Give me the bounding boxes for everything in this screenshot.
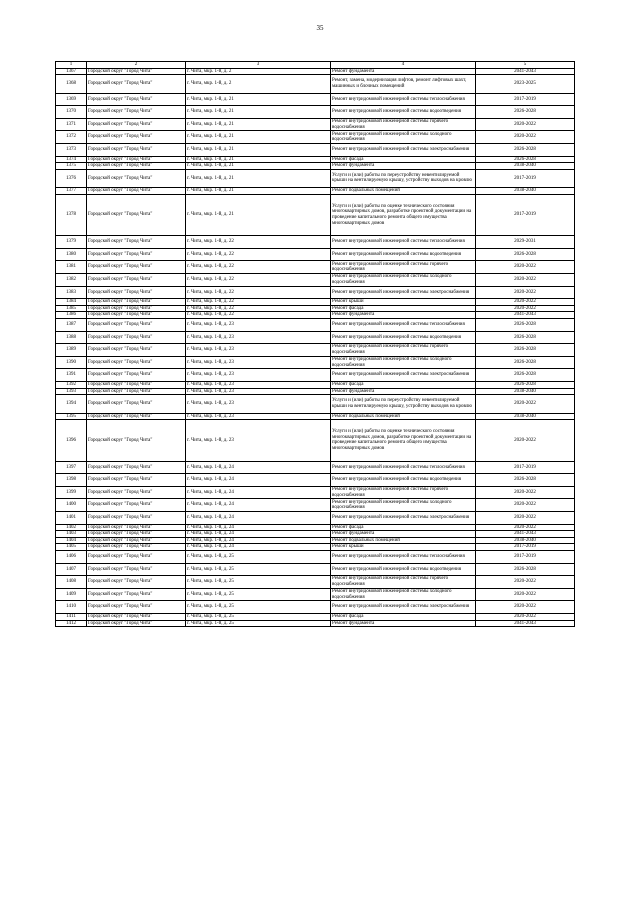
municipality-cell: Городской округ "Город Чита" [87, 356, 186, 369]
table-row [56, 169, 575, 187]
row-number-cell: 1378 [56, 194, 87, 236]
address-cell: г. Чита, мкр. 1-й, д. 25 [186, 588, 331, 601]
period-cell: 2020-2022 [476, 524, 575, 531]
row-number-cell: 1403 [56, 531, 87, 538]
municipality-cell: Городской округ "Город Чита" [87, 75, 186, 93]
period-cell: 2026-2028 [476, 106, 575, 119]
period-cell: 2038-2040 [476, 537, 575, 544]
table-row [56, 163, 575, 170]
row-number-cell: 1411 [56, 613, 87, 620]
row-number-cell: 1369 [56, 93, 87, 106]
address-cell: г. Чита, мкр. 1-й, д. 23 [186, 331, 331, 344]
municipality-cell: Городской округ "Город Чита" [87, 388, 186, 395]
work-type-cell: Ремонт, замена, модернизация лифтов, ремонт лифтовых шахт, машинных и блочных помещений [331, 75, 476, 93]
municipality-cell: Городской округ "Город Чита" [87, 474, 186, 487]
work-type-cell: Ремонт внутридомовой инженерной системы водоотведения [331, 563, 476, 576]
work-type-cell: Ремонт внутридомовой инженерной системы горячего водоснабжения [331, 344, 476, 357]
table-row [56, 156, 575, 163]
municipality-cell: Городской округ "Город Чита" [87, 381, 186, 388]
municipality-cell: Городской округ "Город Чита" [87, 299, 186, 306]
period-cell: 2038-2040 [476, 388, 575, 395]
table-row [56, 537, 575, 544]
table-row [56, 381, 575, 388]
table-row [56, 531, 575, 538]
work-type-cell: Ремонт внутридомовой инженерной системы теплоснабжения [331, 93, 476, 106]
table-row [56, 395, 575, 413]
period-cell: 2020-2022 [476, 118, 575, 131]
address-cell: г. Чита, мкр. 1-й, д. 24 [186, 537, 331, 544]
work-type-cell: Ремонт фундамента [331, 388, 476, 395]
work-type-cell: Ремонт внутридомовой инженерной системы водоотведения [331, 331, 476, 344]
row-number-cell: 1391 [56, 369, 87, 382]
table-row [56, 420, 575, 462]
period-cell: 2026-2028 [476, 143, 575, 156]
address-cell: г. Чита, мкр. 1-й, д. 23 [186, 369, 331, 382]
address-cell: г. Чита, мкр. 1-й, д. 24 [186, 474, 331, 487]
period-cell: 2026-2028 [476, 248, 575, 261]
column-header: 4 [331, 62, 476, 69]
work-type-cell: Ремонт внутридомовой инженерной системы электроснабжения [331, 601, 476, 614]
row-number-cell: 1402 [56, 524, 87, 531]
period-cell: 2020-2022 [476, 261, 575, 274]
address-cell: г. Чита, мкр. 1-й, д. 25 [186, 550, 331, 563]
table-row [56, 143, 575, 156]
table-row [56, 563, 575, 576]
table-row [56, 550, 575, 563]
table-row [56, 106, 575, 119]
table-row [56, 601, 575, 614]
period-cell: 2026-2028 [476, 369, 575, 382]
repair-schedule-table [55, 61, 575, 627]
address-cell: г. Чита, мкр. 1-й, д. 22 [186, 286, 331, 299]
row-number-cell: 1406 [56, 550, 87, 563]
address-cell: г. Чита, мкр. 1-й, д. 21 [186, 194, 331, 236]
row-number-cell: 1392 [56, 381, 87, 388]
work-type-cell: Ремонт крыши [331, 544, 476, 551]
period-cell: 2020-2022 [476, 499, 575, 512]
address-cell: г. Чита, мкр. 1-й, д. 22 [186, 312, 331, 319]
period-cell: 2020-2022 [476, 601, 575, 614]
municipality-cell: Городской округ "Город Чита" [87, 486, 186, 499]
table-header [56, 62, 575, 69]
row-number-cell: 1399 [56, 486, 87, 499]
period-cell: 2020-2022 [476, 588, 575, 601]
municipality-cell: Городской округ "Город Чита" [87, 188, 186, 195]
address-cell: г. Чита, мкр. 1-й, д. 24 [186, 486, 331, 499]
municipality-cell: Городской округ "Город Чита" [87, 544, 186, 551]
table-row [56, 131, 575, 144]
municipality-cell: Городской округ "Город Чита" [87, 118, 186, 131]
row-number-cell: 1372 [56, 131, 87, 144]
row-number-cell: 1408 [56, 576, 87, 589]
municipality-cell: Городской округ "Город Чита" [87, 318, 186, 331]
work-type-cell: Ремонт фундамента [331, 312, 476, 319]
period-cell: 2020-2022 [476, 511, 575, 524]
table-row [56, 413, 575, 420]
row-number-cell: 1404 [56, 537, 87, 544]
period-cell: 2017-2019 [476, 169, 575, 187]
row-number-cell: 1390 [56, 356, 87, 369]
table-row [56, 299, 575, 306]
row-number-cell: 1371 [56, 118, 87, 131]
work-type-cell: Ремонт внутридомовой инженерной системы холодного водоснабжения [331, 356, 476, 369]
work-type-cell: Ремонт внутридомовой инженерной системы теплоснабжения [331, 550, 476, 563]
table-row [56, 356, 575, 369]
municipality-cell: Городской округ "Город Чита" [87, 499, 186, 512]
work-type-cell: Ремонт внутридомовой инженерной системы водоотведения [331, 248, 476, 261]
row-number-cell: 1394 [56, 395, 87, 413]
row-number-cell: 1400 [56, 499, 87, 512]
municipality-cell: Городской округ "Город Чита" [87, 461, 186, 474]
table-row [56, 461, 575, 474]
table-row [56, 576, 575, 589]
period-cell: 2017-2019 [476, 194, 575, 236]
work-type-cell: Ремонт внутридомовой инженерной системы холодного водоснабжения [331, 131, 476, 144]
table-row [56, 369, 575, 382]
address-cell: г. Чита, мкр. 1-й, д. 21 [186, 93, 331, 106]
municipality-cell: Городской округ "Город Чита" [87, 511, 186, 524]
row-number-cell: 1405 [56, 544, 87, 551]
work-type-cell: Ремонт внутридомовой инженерной системы горячего водоснабжения [331, 118, 476, 131]
municipality-cell: Городской округ "Город Чита" [87, 93, 186, 106]
work-type-cell: Ремонт внутридомовой инженерной системы электроснабжения [331, 143, 476, 156]
municipality-cell: Городской округ "Город Чита" [87, 524, 186, 531]
address-cell: г. Чита, мкр. 1-й, д. 21 [186, 106, 331, 119]
municipality-cell: Городской округ "Город Чита" [87, 344, 186, 357]
row-number-cell: 1412 [56, 620, 87, 627]
table-row [56, 544, 575, 551]
address-cell: г. Чита, мкр. 1-й, д. 25 [186, 620, 331, 627]
work-type-cell: Ремонт внутридомовой инженерной системы электроснабжения [331, 286, 476, 299]
table-row [56, 305, 575, 312]
table-row [56, 388, 575, 395]
address-cell: г. Чита, мкр. 1-й, д. 22 [186, 274, 331, 287]
address-cell: г. Чита, мкр. 1-й, д. 22 [186, 261, 331, 274]
address-cell: г. Чита, мкр. 1-й, д. 23 [186, 381, 331, 388]
municipality-cell: Городской округ "Город Чита" [87, 550, 186, 563]
period-cell: 2020-2022 [476, 395, 575, 413]
address-cell: г. Чита, мкр. 1-й, д. 21 [186, 169, 331, 187]
row-number-cell: 1397 [56, 461, 87, 474]
row-number-cell: 1387 [56, 318, 87, 331]
table-row [56, 318, 575, 331]
work-type-cell: Ремонт фасада [331, 613, 476, 620]
period-cell: 2038-2040 [476, 188, 575, 195]
table-row [56, 474, 575, 487]
table-row [56, 248, 575, 261]
work-type-cell: Услуги и (или) работы по переустройству невентилируемой крыши на вентилируемую крышу, устройству выходов на кровлю [331, 169, 476, 187]
table-row [56, 620, 575, 627]
period-cell: 2041-2043 [476, 312, 575, 319]
municipality-cell: Городской округ "Город Чита" [87, 312, 186, 319]
row-number-cell: 1395 [56, 413, 87, 420]
address-cell: г. Чита, мкр. 1-й, д. 24 [186, 461, 331, 474]
work-type-cell: Ремонт внутридомовой инженерной системы холодного водоснабжения [331, 588, 476, 601]
table-row [56, 524, 575, 531]
table-row [56, 499, 575, 512]
address-cell: г. Чита, мкр. 1-й, д. 23 [186, 420, 331, 462]
work-type-cell: Ремонт фундамента [331, 620, 476, 627]
municipality-cell: Городской округ "Город Чита" [87, 236, 186, 249]
period-cell: 2026-2028 [476, 331, 575, 344]
period-cell: 2020-2022 [476, 299, 575, 306]
work-type-cell: Ремонт внутридомовой инженерной системы теплоснабжения [331, 318, 476, 331]
address-cell: г. Чита, мкр. 1-й, д. 22 [186, 236, 331, 249]
period-cell: 2038-2040 [476, 413, 575, 420]
period-cell: 2041-2043 [476, 531, 575, 538]
table-row [56, 588, 575, 601]
table-row [56, 236, 575, 249]
period-cell: 2026-2028 [476, 563, 575, 576]
address-cell: г. Чита, мкр. 1-й, д. 21 [186, 118, 331, 131]
period-cell: 2020-2022 [476, 576, 575, 589]
period-cell: 2020-2022 [476, 305, 575, 312]
work-type-cell: Ремонт внутридомовой инженерной системы электроснабжения [331, 511, 476, 524]
work-type-cell: Ремонт подвальных помещений [331, 188, 476, 195]
work-type-cell: Ремонт внутридомовой инженерной системы водоотведения [331, 106, 476, 119]
row-number-cell: 1388 [56, 331, 87, 344]
period-cell: 2020-2022 [476, 420, 575, 462]
period-cell: 2041-2043 [476, 620, 575, 627]
municipality-cell: Городской округ "Город Чита" [87, 274, 186, 287]
municipality-cell: Городской округ "Город Чита" [87, 620, 186, 627]
period-cell: 2023-2025 [476, 75, 575, 93]
work-type-cell: Ремонт фундамента [331, 531, 476, 538]
municipality-cell: Городской округ "Город Чита" [87, 169, 186, 187]
row-number-cell: 1377 [56, 188, 87, 195]
address-cell: г. Чита, мкр. 1-й, д. 23 [186, 356, 331, 369]
period-cell: 2020-2022 [476, 613, 575, 620]
municipality-cell: Городской округ "Город Чита" [87, 106, 186, 119]
address-cell: г. Чита, мкр. 1-й, д. 24 [186, 531, 331, 538]
row-number-cell: 1398 [56, 474, 87, 487]
work-type-cell: Ремонт внутридомовой инженерной системы горячего водоснабжения [331, 486, 476, 499]
address-cell: г. Чита, мкр. 1-й, д. 23 [186, 413, 331, 420]
period-cell: 2026-2028 [476, 318, 575, 331]
address-cell: г. Чита, мкр. 1-й, д. 24 [186, 511, 331, 524]
municipality-cell: Городской округ "Город Чита" [87, 68, 186, 75]
work-type-cell: Ремонт фасада [331, 156, 476, 163]
municipality-cell: Городской округ "Город Чита" [87, 613, 186, 620]
municipality-cell: Городской округ "Город Чита" [87, 331, 186, 344]
address-cell: г. Чита, мкр. 1-й, д. 21 [186, 131, 331, 144]
row-number-cell: 1410 [56, 601, 87, 614]
period-cell: 2020-2022 [476, 486, 575, 499]
table-row [56, 194, 575, 236]
municipality-cell: Городской округ "Город Чита" [87, 563, 186, 576]
period-cell: 2020-2022 [476, 131, 575, 144]
municipality-cell: Городской округ "Город Чита" [87, 413, 186, 420]
address-cell: г. Чита, мкр. 1-й, д. 25 [186, 576, 331, 589]
table-row [56, 68, 575, 75]
period-cell: 2017-2019 [476, 550, 575, 563]
address-cell: г. Чита, мкр. 1-й, д. 2 [186, 68, 331, 75]
work-type-cell: Услуги и (или) работы по оценке технического состояния многоквартирных домов, разработке проектной документации на проведение капитального ремонта общего имущества многоквартирных домов [331, 420, 476, 462]
municipality-cell: Городской округ "Город Чита" [87, 143, 186, 156]
work-type-cell: Ремонт внутридомовой инженерной системы теплоснабжения [331, 236, 476, 249]
address-cell: г. Чита, мкр. 1-й, д. 22 [186, 299, 331, 306]
table-row [56, 118, 575, 131]
table-row [56, 486, 575, 499]
work-type-cell: Ремонт внутридомовой инженерной системы холодного водоснабжения [331, 499, 476, 512]
period-cell: 2017-2019 [476, 93, 575, 106]
address-cell: г. Чита, мкр. 1-й, д. 23 [186, 318, 331, 331]
table-row [56, 511, 575, 524]
row-number-cell: 1368 [56, 75, 87, 93]
work-type-cell: Ремонт фасада [331, 524, 476, 531]
row-number-cell: 1386 [56, 312, 87, 319]
row-number-cell: 1373 [56, 143, 87, 156]
work-type-cell: Ремонт крыши [331, 299, 476, 306]
column-header: 2 [87, 62, 186, 69]
column-header: 5 [476, 62, 575, 69]
row-number-cell: 1381 [56, 261, 87, 274]
period-cell: 2029-2031 [476, 236, 575, 249]
work-type-cell: Ремонт подвальных помещений [331, 413, 476, 420]
row-number-cell: 1370 [56, 106, 87, 119]
work-type-cell: Ремонт внутридомовой инженерной системы холодного водоснабжения [331, 274, 476, 287]
address-cell: г. Чита, мкр. 1-й, д. 21 [186, 143, 331, 156]
address-cell: г. Чита, мкр. 1-й, д. 21 [186, 163, 331, 170]
row-number-cell: 1375 [56, 163, 87, 170]
municipality-cell: Городской округ "Город Чита" [87, 163, 186, 170]
work-type-cell: Ремонт подвальных помещений [331, 537, 476, 544]
table-row [56, 331, 575, 344]
row-number-cell: 1367 [56, 68, 87, 75]
period-cell: 2026-2028 [476, 344, 575, 357]
table-row [56, 75, 575, 93]
work-type-cell: Ремонт внутридомовой инженерной системы водоотведения [331, 474, 476, 487]
row-number-cell: 1384 [56, 299, 87, 306]
municipality-cell: Городской округ "Город Чита" [87, 588, 186, 601]
period-cell: 2026-2028 [476, 156, 575, 163]
work-type-cell: Ремонт фундамента [331, 163, 476, 170]
row-number-cell: 1396 [56, 420, 87, 462]
column-header: 1 [56, 62, 87, 69]
table-row [56, 261, 575, 274]
address-cell: г. Чита, мкр. 1-й, д. 23 [186, 388, 331, 395]
row-number-cell: 1379 [56, 236, 87, 249]
address-cell: г. Чита, мкр. 1-й, д. 25 [186, 601, 331, 614]
work-type-cell: Ремонт фасада [331, 305, 476, 312]
address-cell: г. Чита, мкр. 1-й, д. 21 [186, 156, 331, 163]
period-cell: 2020-2022 [476, 286, 575, 299]
work-type-cell: Ремонт фундамента [331, 68, 476, 75]
column-header: 3 [186, 62, 331, 69]
municipality-cell: Городской округ "Город Чита" [87, 286, 186, 299]
municipality-cell: Городской округ "Город Чита" [87, 537, 186, 544]
period-cell: 2026-2028 [476, 356, 575, 369]
municipality-cell: Городской округ "Город Чита" [87, 531, 186, 538]
municipality-cell: Городской округ "Город Чита" [87, 248, 186, 261]
municipality-cell: Городской округ "Город Чита" [87, 369, 186, 382]
table-row [56, 613, 575, 620]
work-type-cell: Ремонт фасада [331, 381, 476, 388]
period-cell: 2017-2019 [476, 461, 575, 474]
address-cell: г. Чита, мкр. 1-й, д. 22 [186, 248, 331, 261]
row-number-cell: 1385 [56, 305, 87, 312]
period-cell: 2041-2043 [476, 68, 575, 75]
row-number-cell: 1389 [56, 344, 87, 357]
row-number-cell: 1407 [56, 563, 87, 576]
table-row [56, 93, 575, 106]
work-type-cell: Ремонт внутридомовой инженерной системы горячего водоснабжения [331, 261, 476, 274]
address-cell: г. Чита, мкр. 1-й, д. 25 [186, 613, 331, 620]
row-number-cell: 1409 [56, 588, 87, 601]
municipality-cell: Городской округ "Город Чита" [87, 131, 186, 144]
period-cell: 2038-2040 [476, 163, 575, 170]
municipality-cell: Городской округ "Город Чита" [87, 601, 186, 614]
header-row [56, 62, 575, 69]
work-type-cell: Ремонт внутридомовой инженерной системы теплоснабжения [331, 461, 476, 474]
municipality-cell: Городской округ "Город Чита" [87, 576, 186, 589]
work-type-cell: Ремонт внутридомовой инженерной системы электроснабжения [331, 369, 476, 382]
work-type-cell: Услуги и (или) работы по оценке технического состояния многоквартирных домов, разработке проектной документации на проведение капитального ремонта общего имущества многоквартирных домов [331, 194, 476, 236]
period-cell: 2020-2022 [476, 274, 575, 287]
municipality-cell: Городской округ "Город Чита" [87, 420, 186, 462]
work-type-cell: Ремонт внутридомовой инженерной системы горячего водоснабжения [331, 576, 476, 589]
address-cell: г. Чита, мкр. 1-й, д. 22 [186, 305, 331, 312]
period-cell: 2026-2028 [476, 474, 575, 487]
address-cell: г. Чита, мкр. 1-й, д. 24 [186, 544, 331, 551]
page-number: 35 [316, 24, 324, 32]
municipality-cell: Городской округ "Город Чита" [87, 305, 186, 312]
address-cell: г. Чита, мкр. 1-й, д. 23 [186, 344, 331, 357]
row-number-cell: 1393 [56, 388, 87, 395]
address-cell: г. Чита, мкр. 1-й, д. 21 [186, 188, 331, 195]
address-cell: г. Чита, мкр. 1-й, д. 2 [186, 75, 331, 93]
row-number-cell: 1374 [56, 156, 87, 163]
period-cell: 2026-2028 [476, 381, 575, 388]
row-number-cell: 1383 [56, 286, 87, 299]
table-row [56, 188, 575, 195]
municipality-cell: Городской округ "Город Чита" [87, 156, 186, 163]
table-row [56, 274, 575, 287]
address-cell: г. Чита, мкр. 1-й, д. 24 [186, 524, 331, 531]
address-cell: г. Чита, мкр. 1-й, д. 23 [186, 395, 331, 413]
municipality-cell: Городской округ "Город Чита" [87, 261, 186, 274]
work-type-cell: Услуги и (или) работы по переустройству невентилируемой крыши на вентилируемую крышу, устройству выходов на кровлю [331, 395, 476, 413]
address-cell: г. Чита, мкр. 1-й, д. 25 [186, 563, 331, 576]
municipality-cell: Городской округ "Город Чита" [87, 395, 186, 413]
table-row [56, 312, 575, 319]
address-cell: г. Чита, мкр. 1-й, д. 24 [186, 499, 331, 512]
row-number-cell: 1382 [56, 274, 87, 287]
period-cell: 2017-2019 [476, 544, 575, 551]
row-number-cell: 1376 [56, 169, 87, 187]
row-number-cell: 1401 [56, 511, 87, 524]
municipality-cell: Городской округ "Город Чита" [87, 194, 186, 236]
row-number-cell: 1380 [56, 248, 87, 261]
table-row [56, 344, 575, 357]
table-row [56, 286, 575, 299]
table-body [56, 68, 575, 627]
